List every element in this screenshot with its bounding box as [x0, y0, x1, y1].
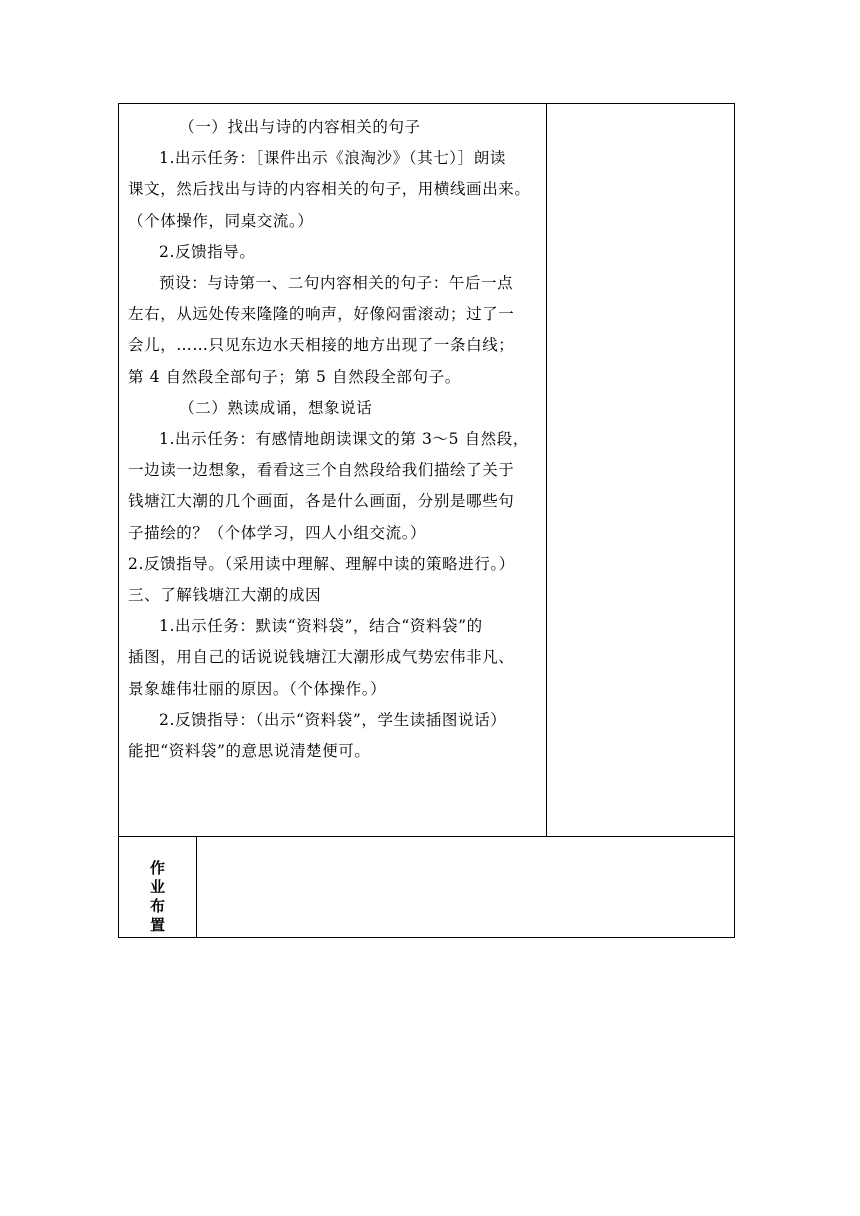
homework-label-char: 作 — [149, 859, 165, 877]
task2-line3: 钱塘江大潮的几个画面，各是什么画面，分别是哪些句 — [128, 492, 515, 511]
feedback3-line1: 2.反馈指导：（出示“资料袋”，学生读插图说话） — [159, 710, 507, 729]
homework-row — [119, 837, 735, 938]
feedback2: 2.反馈指导。（采用读中理解、理解中读的策略进行。） — [128, 554, 515, 573]
notes-cell — [547, 104, 735, 837]
homework-label — [119, 839, 196, 935]
task3-line2: 插图，用自己的话说说钱塘江大潮形成气势宏伟非凡、 — [128, 648, 515, 667]
feedback1: 2.反馈指导。 — [159, 242, 256, 261]
lesson-content-row — [119, 104, 735, 837]
homework-content-cell — [197, 837, 735, 938]
feedback3-line2: 能把“资料袋”的意思说清楚便可。 — [128, 742, 371, 761]
task2-line2: 一边读一边想象，看看这三个自然段给我们描绘了关于 — [128, 461, 515, 480]
task2-line1: 1.出示任务：有感情地朗读课文的第 3～5 自然段， — [159, 430, 529, 449]
task1-intro: 1.出示任务：［课件出示《浪淘沙》（其七）］朗读 — [159, 149, 506, 168]
homework-label-char: 布 — [149, 897, 165, 915]
task2-line4: 子描绘的？（个体学习，四人小组交流。） — [128, 523, 427, 542]
task1-line3: （个体操作，同桌交流。） — [128, 211, 314, 230]
lesson-content — [119, 104, 546, 767]
preset-line3: 会儿，……只见东边水天相接的地方出现了一条白线； — [128, 336, 515, 355]
section2-heading: （二）熟读成诵，想象说话 — [179, 398, 373, 417]
lesson-content-cell — [119, 104, 547, 837]
homework-label-char: 业 — [149, 878, 165, 896]
part3-heading: 三、了解钱塘江大潮的成因 — [128, 586, 322, 605]
preset-line2: 左右，从远处传来隆隆的响声，好像闷雷滚动；过了一 — [128, 305, 515, 324]
task1-line2: 课文，然后找出与诗的内容相关的句子，用横线画出来。 — [128, 180, 531, 199]
section1-heading: （一）找出与诗的内容相关的句子 — [179, 118, 421, 136]
preset-line4: 第 4 自然段全部句子；第 5 自然段全部句子。 — [128, 367, 461, 386]
lesson-plan-table — [118, 103, 735, 938]
homework-label-char: 置 — [149, 916, 165, 934]
homework-label-cell — [119, 837, 197, 938]
task3-line3: 景象雄伟壮丽的原因。（个体操作。） — [128, 679, 387, 698]
task3-line1: 1.出示任务：默读“资料袋”，结合“资料袋”的 — [159, 617, 483, 636]
preset-line1: 预设：与诗第一、二句内容相关的句子：午后一点 — [159, 274, 514, 293]
